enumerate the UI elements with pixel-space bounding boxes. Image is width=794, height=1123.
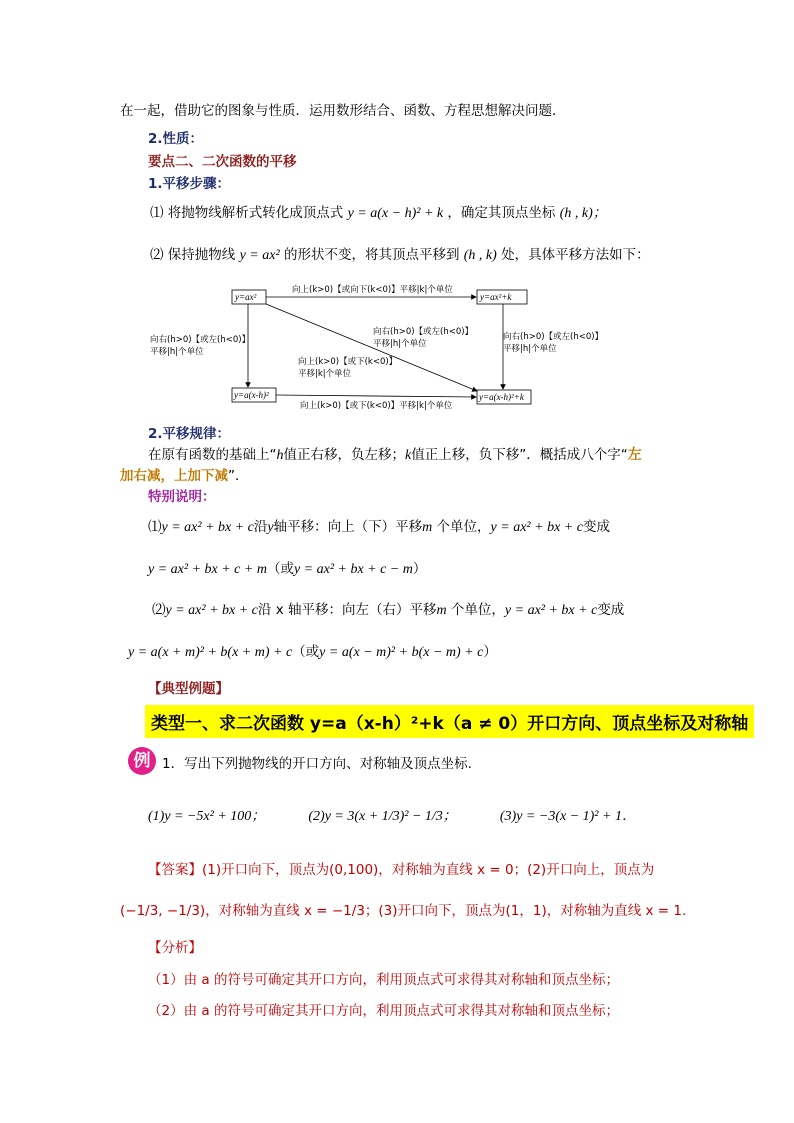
analysis-label: 【分析】 — [148, 940, 202, 956]
special-2-result — [128, 640, 497, 661]
step1-prefix: ⑴ 将抛物线解析式转化成顶点式 — [150, 205, 344, 221]
step1-vertex: (h , k)； — [559, 206, 607, 221]
sp1-result-alt-b: ） — [412, 561, 427, 577]
rule-line1-h: h — [276, 448, 284, 463]
sp2-result-alt-b: ） — [483, 644, 497, 660]
ex-item-2: (2)y = 3(x + 1/3)² − 1/3； — [308, 809, 457, 824]
answer-text-1: (1)开口向下，顶点为(0,100)，对称轴为直线 x = 0；(2)开口向上，顶点为 — [202, 862, 655, 878]
sp1-text: 沿 — [253, 519, 268, 535]
step-1 — [150, 201, 607, 222]
analysis-2: （2）由 a 的符号可确定其开口方向，利用顶点式可求得其对称轴和顶点坐标； — [148, 1003, 619, 1019]
rule-line-1 — [148, 443, 642, 464]
diagram-left-label-2: 平移|h|个单位 — [150, 347, 204, 357]
rule-line1-k: k — [405, 448, 412, 463]
step2-formula: y = ax² — [239, 248, 280, 263]
sp1-text2: 轴平移：向上（下）平移 — [273, 519, 423, 535]
diagram-bottom-label: 向上(k>0)【或下(k<0)】平移|k|个单位 — [300, 401, 453, 411]
box-top-right-label: y=ax²+k — [480, 292, 512, 302]
box-bottom-left-label: y=a(x-h)² — [234, 390, 269, 400]
sp2-text: 沿 x 轴平移：向左（右）平移 — [257, 602, 437, 618]
section-props: 2.性质： — [148, 131, 204, 147]
special-1-result — [148, 557, 426, 578]
diagram-diag-label-1: 向右(h>0)【或左(h<0)】 — [373, 327, 474, 337]
examples-title: 【典型例题】 — [148, 681, 229, 697]
box-top-left — [232, 290, 266, 304]
rule-line-2 — [120, 464, 249, 484]
diagram-top-label: 向上(k>0)【或向下(k<0)】平移|k|个单位 — [292, 285, 453, 295]
sp2-formula: y = ax² + bx + c — [165, 603, 258, 618]
sp2-text4: 变成 — [597, 602, 625, 618]
example-badge: 例 — [128, 747, 156, 775]
special-2 — [152, 598, 624, 619]
intro-line: 在一起，借助它的图象与性质．运用数形结合、函数、方程思想解决问题． — [120, 103, 566, 119]
step1-formula: y = a(x − h)² + k — [347, 206, 444, 221]
diagram-diag-label-3: 向上(k>0)【或下(k<0)】 — [298, 357, 398, 367]
sp1-prefix: ⑴ — [148, 519, 162, 535]
sp1-formula: y = ax² + bx + c — [161, 520, 254, 535]
rule-line1-d: 左 — [627, 447, 642, 463]
type1-banner: 类型一、求二次函数 y=a（x-h）²+k（a ≠ 0）开口方向、顶点坐标及对称轴 — [145, 705, 754, 738]
sp1-text4: 变成 — [582, 519, 610, 535]
rule-line2-b: ”． — [228, 468, 249, 484]
sp1-result: y = ax² + bx + c + m — [148, 562, 267, 577]
sp2-result-alt: y = a(x − m)² + b(x − m) + c — [319, 645, 484, 660]
box-bottom-right-label: y=a(x-h)²+k — [479, 392, 524, 402]
special-1 — [148, 515, 610, 536]
answer-line-1 — [148, 858, 654, 878]
sp2-prefix: ⑵ — [152, 602, 166, 618]
answer-label: 【答案】 — [148, 862, 202, 878]
sp2-text3: 个单位， — [450, 602, 505, 618]
ex-item-1: (1)y = −5x² + 100； — [148, 809, 266, 824]
sp2-formula2: y = ax² + bx + c — [504, 603, 598, 618]
special-title: 特别说明： — [148, 489, 216, 505]
step-2 — [150, 243, 650, 264]
sp1-result-alt-a: （或 — [266, 561, 294, 577]
sp1-result-alt: y = ax² + bx + c − m — [293, 562, 413, 577]
sp1-text3: 个单位， — [436, 519, 491, 535]
box-bottom-right — [477, 390, 531, 404]
sp1-axis: y — [267, 520, 274, 535]
sp2-m: m — [436, 603, 447, 618]
key-point-title: 要点二、二次函数的平移 — [148, 154, 297, 170]
translation-diagram — [140, 276, 610, 416]
sp2-result: y = a(x + m)² + b(x + m) + c — [128, 645, 293, 660]
step2-suffix: 处，具体平移方法如下： — [501, 247, 650, 263]
sp1-m: m — [422, 520, 433, 535]
box-top-right — [477, 290, 527, 304]
step1-suffix: ，确定其顶点坐标 — [447, 205, 556, 221]
box-bottom-left — [232, 388, 276, 402]
example1-text: 1．写出下列抛物线的开口方向、对称轴及顶点坐标. — [162, 756, 472, 772]
arrow-bottom — [276, 395, 476, 397]
analysis-1: （1）由 a 的符号可确定其开口方向，利用顶点式可求得其对称轴和顶点坐标； — [148, 972, 619, 988]
diagram-diag-label-4: 平移|k|个单位 — [298, 369, 352, 379]
example-items — [148, 805, 636, 825]
box-top-left-label: y=ax² — [235, 292, 257, 302]
rule-line1-c: 值正上移，负下移”．概括成八个字“ — [411, 447, 628, 463]
step2-middle: 的形状不变，将其顶点平移到 — [283, 247, 460, 263]
ex-item-3: (3)y = −3(x − 1)² + 1． — [499, 809, 636, 824]
rule-line1-b: 值正右移，负左移； — [283, 447, 405, 463]
sp1-formula2: y = ax² + bx + c — [490, 520, 583, 535]
rule-line1-a: 在原有函数的基础上“ — [148, 447, 277, 463]
sp2-result-alt-a: （或 — [292, 644, 320, 660]
diagram-left-label-1: 向右(h>0)【或左(h<0)】 — [150, 335, 251, 345]
answer-line-2: (−1/3, −1/3)，对称轴为直线 x = −1/3；(3)开口向下，顶点为(1，1)，对称轴为直线 x = 1. — [120, 903, 687, 919]
diagram-diag-label-2: 平移|h|个单位 — [373, 339, 427, 349]
step2-prefix: ⑵ 保持抛物线 — [150, 247, 236, 263]
shift-steps-title: 1.平移步骤： — [148, 176, 231, 192]
rule-line2-a: 加右减，上加下减 — [120, 468, 228, 484]
diagram-right-label-2: 平移|h|个单位 — [503, 344, 557, 354]
step2-vertex: (h , k) — [463, 248, 497, 263]
diagram-right-label-1: 向右(h>0)【或左(h<0)】 — [503, 332, 604, 342]
rule-title: 2.平移规律： — [148, 426, 231, 442]
